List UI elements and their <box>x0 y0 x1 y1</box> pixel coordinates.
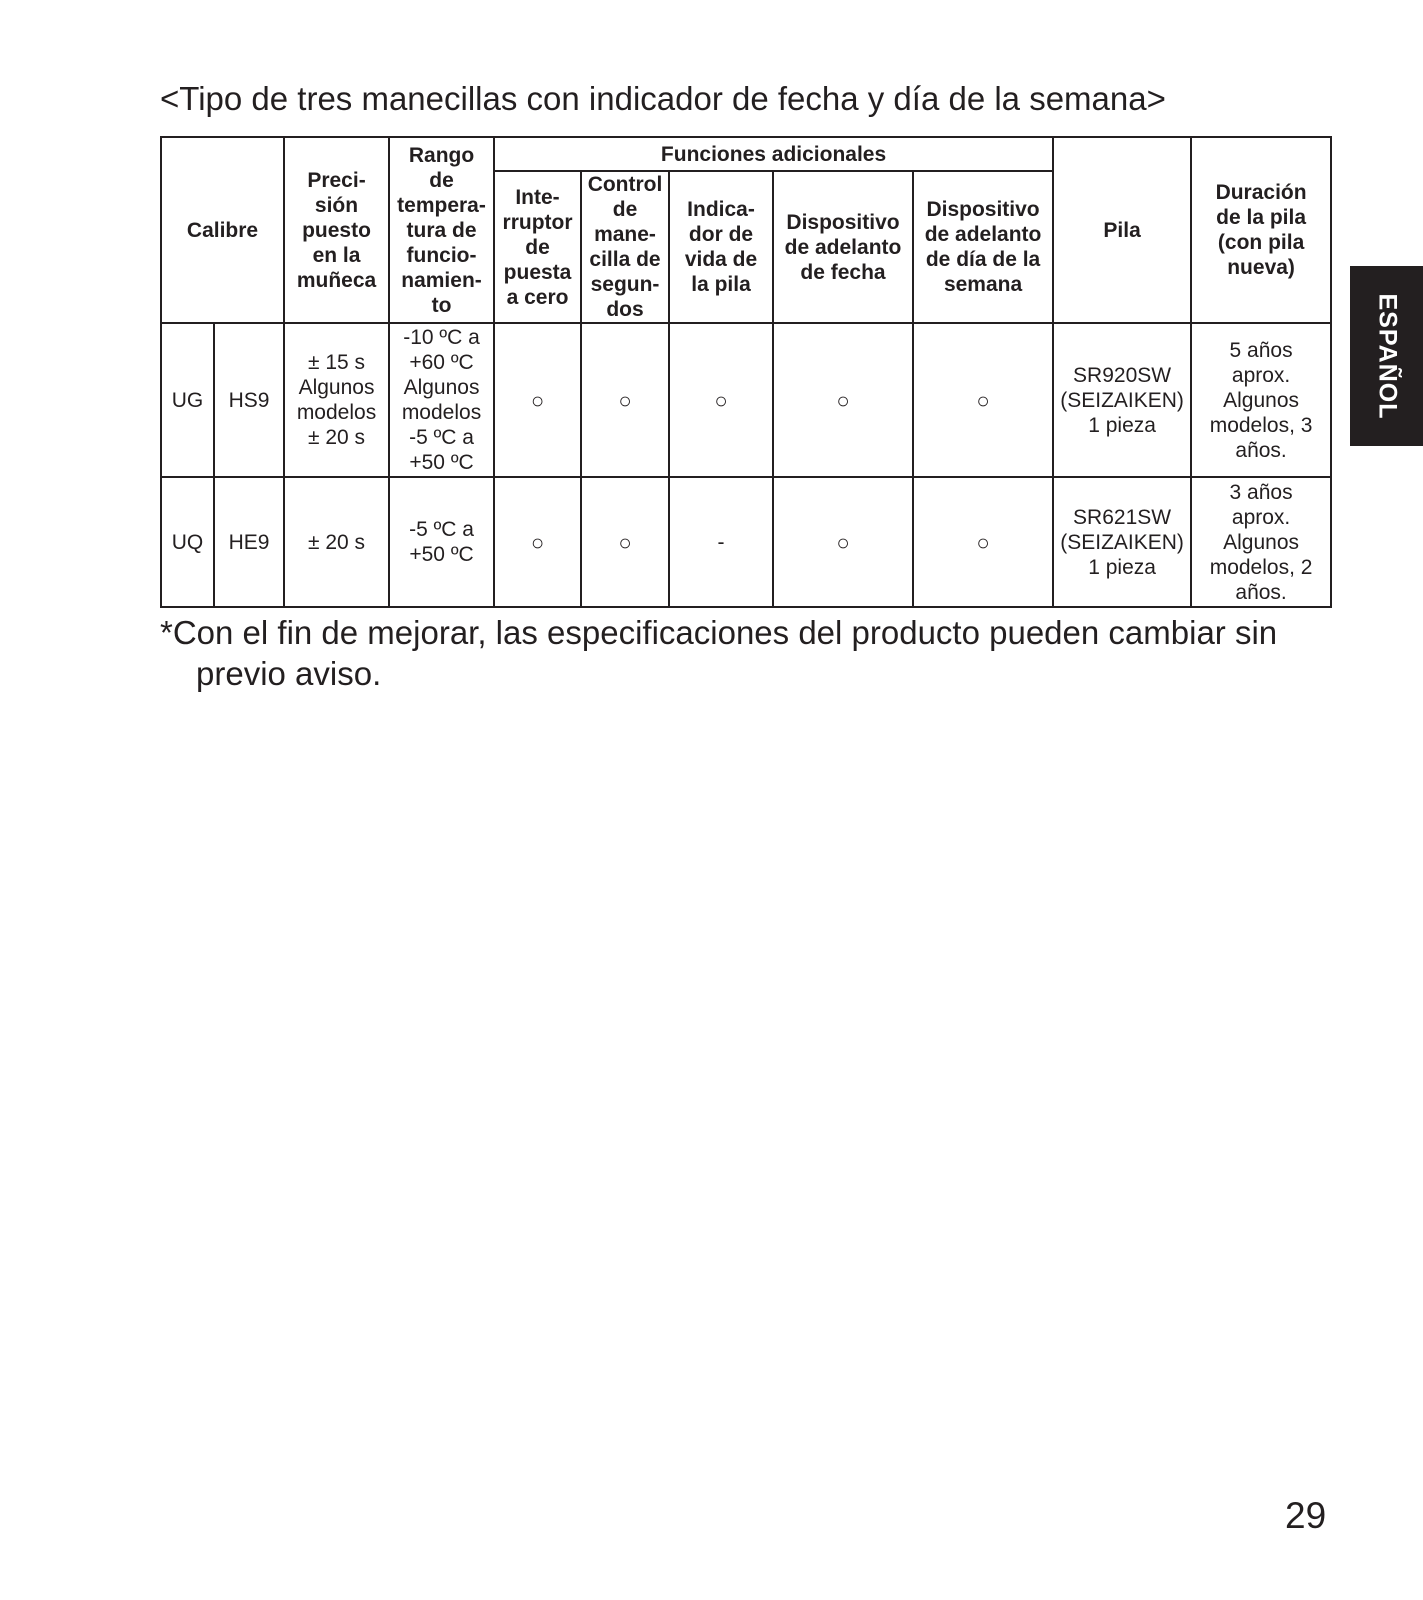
header-date-advance: Dispositivo de adelanto de fecha <box>773 171 913 323</box>
footnote-line-1: *Con el fin de mejorar, las especificaciones del producto pueden cambiar sin <box>160 614 1278 651</box>
cell-temperature-range: -10 ºC a +60 ºC Algunos modelos -5 ºC a +50 ºC <box>389 323 494 477</box>
cell-battery: SR920SW (SEIZAIKEN) 1 pieza <box>1053 323 1191 477</box>
cell-second-hand-control: ○ <box>581 477 669 607</box>
language-tab-label: ESPAÑOL <box>1373 293 1401 419</box>
table-row <box>161 323 1331 477</box>
cell-weekday-advance: ○ <box>913 323 1053 477</box>
footnote-line-2: previo aviso. <box>196 655 382 692</box>
footnote <box>160 612 1340 694</box>
header-second-hand-control: Control de mane- cilla de segun- dos <box>581 171 669 323</box>
header-battery-life: Duración de la pila (con pila nueva) <box>1191 137 1331 323</box>
header-additional-functions: Funciones adicionales <box>494 137 1053 171</box>
page-number: 29 <box>1285 1495 1327 1536</box>
header-battery: Pila <box>1053 137 1191 323</box>
cell-battery-indicator: ○ <box>669 323 773 477</box>
cell-battery-life: 5 años aprox. Algunos modelos, 3 años. <box>1191 323 1331 477</box>
header-calibre: Calibre <box>161 137 284 323</box>
cell-precision: ± 20 s <box>284 477 389 607</box>
cell-temperature-range: -5 ºC a +50 ºC <box>389 477 494 607</box>
cell-caliber: HS9 <box>214 323 284 477</box>
cell-weekday-advance: ○ <box>913 477 1053 607</box>
cell-precision: ± 15 s Algunos modelos ± 20 s <box>284 323 389 477</box>
cell-second-hand-control: ○ <box>581 323 669 477</box>
cell-reset-switch: ○ <box>494 323 581 477</box>
header-temperature-range: Rango de tempera- tura de funcio- namien- to <box>389 137 494 323</box>
header-weekday-advance: Dispositivo de adelanto de día de la semana <box>913 171 1053 323</box>
cell-series: UQ <box>161 477 214 607</box>
section-title: <Tipo de tres manecillas con indicador de fecha y día de la semana> <box>160 80 1166 117</box>
header-precision: Preci- sión puesto en la muñeca <box>284 137 389 323</box>
header-battery-indicator: Indica- dor de vida de la pila <box>669 171 773 323</box>
language-tab <box>1350 266 1423 446</box>
cell-reset-switch: ○ <box>494 477 581 607</box>
cell-series: UG <box>161 323 214 477</box>
cell-date-advance: ○ <box>773 323 913 477</box>
table-row <box>161 477 1331 607</box>
cell-date-advance: ○ <box>773 477 913 607</box>
header-reset-switch: Inte- rruptor de puesta a cero <box>494 171 581 323</box>
specifications-table <box>160 136 1332 608</box>
cell-battery-indicator: - <box>669 477 773 607</box>
cell-battery: SR621SW (SEIZAIKEN) 1 pieza <box>1053 477 1191 607</box>
cell-caliber: HE9 <box>214 477 284 607</box>
cell-battery-life: 3 años aprox. Algunos modelos, 2 años. <box>1191 477 1331 607</box>
